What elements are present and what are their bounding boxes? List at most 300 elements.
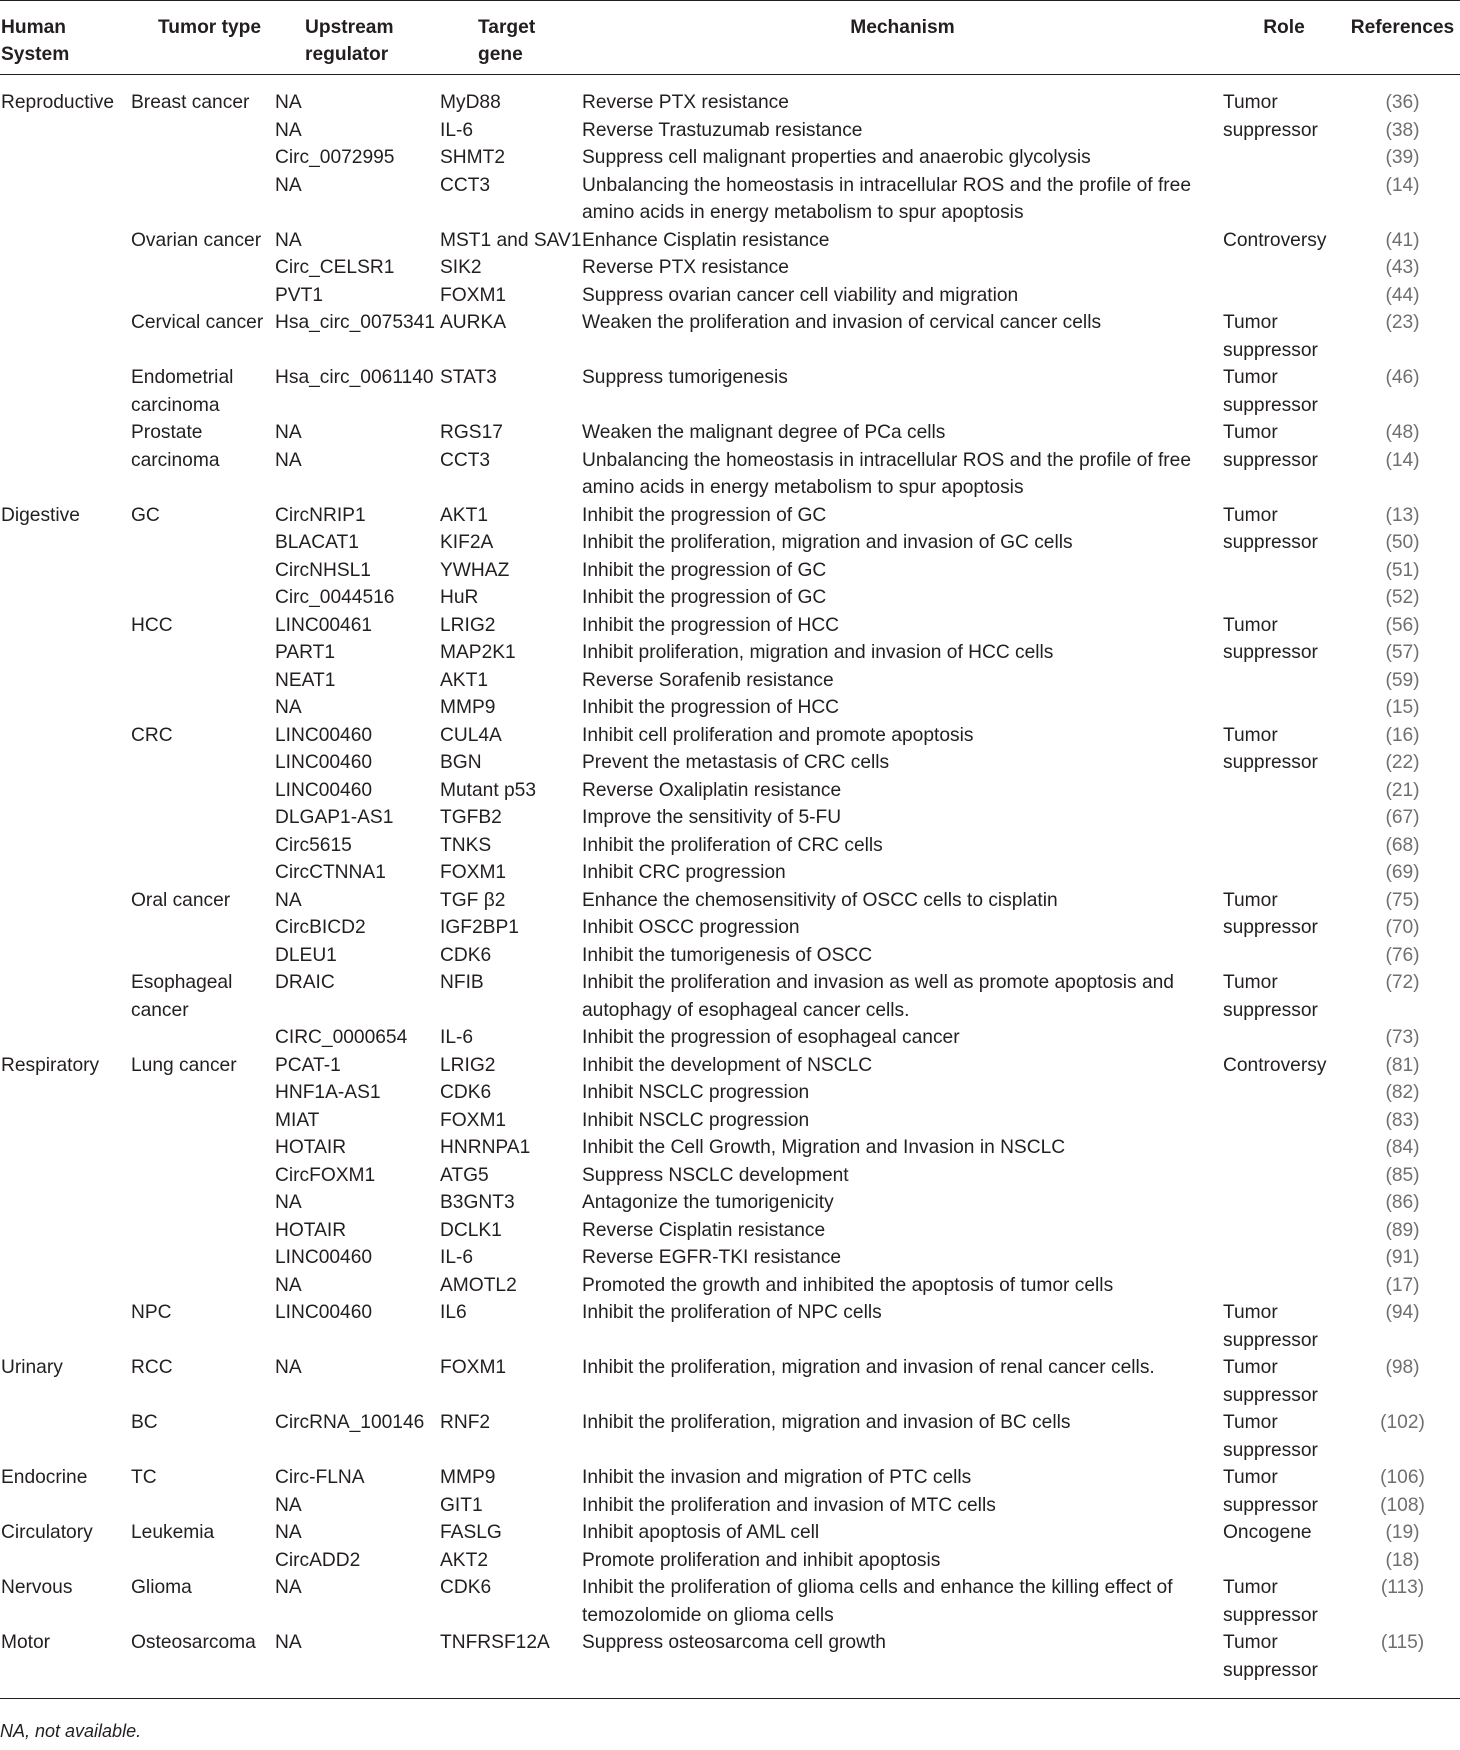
- cell-mechanism: Inhibit cell proliferation and promote apoptosis: [582, 724, 974, 746]
- table-row: [0, 364, 1460, 419]
- cell-human-system: [0, 694, 131, 722]
- cell-role: suppressor: [1223, 119, 1318, 141]
- table-row: [0, 914, 1460, 942]
- cell-role: [1223, 172, 1345, 227]
- cell-mechanism: Weaken the malignant degree of PCa cells: [582, 422, 946, 443]
- cell-tumor-type: [131, 777, 275, 805]
- cell-human-system: [0, 722, 131, 750]
- cell-upstream-regulator: NA: [275, 119, 302, 141]
- cell-target-gene: HNRNPA1: [440, 1137, 531, 1158]
- cell-tumor-type: [131, 694, 275, 722]
- cell-upstream-regulator: CircBICD2: [275, 917, 366, 938]
- table-row: [0, 144, 1460, 172]
- cell-role: Tumor: [1223, 92, 1278, 113]
- cell-mechanism: Enhance the chemosensitivity of OSCC cells to cisplatin: [582, 889, 1058, 911]
- cell-mechanism: Improve the sensitivity of 5-FU: [582, 807, 842, 828]
- cell-upstream-regulator: DLGAP1-AS1: [275, 807, 394, 828]
- cell-reference: (82): [1385, 1082, 1420, 1103]
- cell-mechanism: Reverse EGFR-TKI resistance: [582, 1247, 842, 1268]
- cell-reference: (75): [1385, 889, 1420, 911]
- cell-human-system: [0, 1409, 131, 1464]
- cell-role: Tumor: [1223, 422, 1278, 443]
- cell-tumor-type: GC: [131, 504, 160, 526]
- cell-tumor-type: [131, 1217, 275, 1245]
- cell-tumor-type: TC: [131, 1467, 157, 1488]
- cell-human-system: [0, 1299, 131, 1354]
- cell-reference: (102): [1380, 1412, 1425, 1433]
- cell-mechanism: Inhibit the proliferation of NPC cells: [582, 1302, 882, 1323]
- cell-mechanism: Inhibit the development of NSCLC: [582, 1054, 873, 1076]
- cell-upstream-regulator: CircFOXM1: [275, 1164, 376, 1186]
- cell-mechanism: Inhibit the progression of esophageal cancer: [582, 1027, 960, 1048]
- cell-human-system: [0, 1134, 131, 1162]
- cell-upstream-regulator: Hsa_circ_0075341: [275, 312, 436, 333]
- cell-role: Controversy: [1223, 229, 1327, 251]
- cell-role: [1223, 144, 1345, 172]
- cell-upstream-regulator: NA: [275, 92, 302, 113]
- cell-upstream-regulator: LINC00460: [275, 724, 373, 746]
- table-row: [0, 75, 1460, 117]
- cell-tumor-type: [131, 1134, 275, 1162]
- cell-tumor-type: [131, 1547, 275, 1575]
- table-row: [0, 282, 1460, 310]
- cell-tumor-type: Osteosarcoma: [131, 1629, 275, 1699]
- cell-human-system: Endocrine: [1, 1467, 88, 1488]
- table-row: [0, 227, 1460, 255]
- cell-target-gene: IGF2BP1: [440, 917, 519, 938]
- cell-human-system: [0, 804, 131, 832]
- cell-mechanism: Unbalancing the homeostasis in intracellular ROS and the profile of free amino acids in energy metabolism to spur apoptosis: [582, 174, 1192, 223]
- cell-target-gene: FASLG: [440, 1522, 502, 1543]
- cell-tumor-type: [131, 172, 275, 227]
- cell-reference: (19): [1385, 1522, 1420, 1543]
- cell-target-gene: YWHAZ: [440, 559, 510, 581]
- cell-upstream-regulator: NA: [275, 1192, 302, 1213]
- cell-role: [1223, 804, 1345, 832]
- cell-role: Controversy: [1223, 1054, 1327, 1076]
- table-row: [0, 1574, 1460, 1629]
- cell-role: [1223, 1244, 1345, 1272]
- cell-tumor-type: [131, 282, 275, 310]
- table-row: [0, 584, 1460, 612]
- cell-mechanism: Inhibit CRC progression: [582, 862, 786, 883]
- table-row: [0, 419, 1460, 447]
- cell-human-system: [0, 777, 131, 805]
- cell-reference: (13): [1385, 504, 1420, 526]
- cell-mechanism: Inhibit the proliferation, migration and invasion of BC cells: [582, 1412, 1071, 1433]
- cell-human-system: [0, 1272, 131, 1300]
- cell-reference: (73): [1385, 1027, 1420, 1048]
- cell-mechanism: Reverse PTX resistance: [582, 92, 789, 113]
- cell-role: [1223, 1217, 1345, 1245]
- cell-role: suppressor: [1223, 449, 1318, 471]
- cell-human-system: [0, 859, 131, 887]
- cell-mechanism: Inhibit the proliferation and invasion as well as promote apoptosis and autophagy of esophageal cancer cells.: [582, 972, 1174, 1021]
- cell-target-gene: TGF β2: [440, 889, 506, 911]
- cell-target-gene: MMP9: [440, 697, 496, 718]
- cell-target-gene: RNF2: [440, 1412, 491, 1433]
- cell-role: Tumor suppressor: [1223, 1629, 1345, 1699]
- cell-human-system: [0, 309, 131, 364]
- cell-tumor-type: [131, 254, 275, 282]
- table-row: [0, 309, 1460, 364]
- cell-reference: (15): [1385, 697, 1420, 718]
- cell-mechanism: Inhibit the progression of HCC: [582, 614, 840, 636]
- cell-mechanism: Inhibit OSCC progression: [582, 917, 800, 938]
- cell-tumor-type: [131, 1272, 275, 1300]
- cell-mechanism: Inhibit the progression of GC: [582, 587, 827, 608]
- cell-role: Tumor: [1223, 889, 1278, 911]
- table-row: [0, 942, 1460, 970]
- cell-human-system: [0, 1244, 131, 1272]
- cell-target-gene: AURKA: [440, 312, 507, 333]
- cell-target-gene: MAP2K1: [440, 642, 516, 663]
- table-row: [0, 1244, 1460, 1272]
- table-body: [0, 75, 1460, 1699]
- cell-reference: (89): [1385, 1219, 1420, 1241]
- table-row: [0, 1079, 1460, 1107]
- cell-human-system: [0, 144, 131, 172]
- cell-target-gene: AKT1: [440, 504, 488, 526]
- header-mechanism: Mechanism: [582, 1, 1223, 75]
- cell-human-system: [0, 1162, 131, 1190]
- cell-mechanism: Suppress cell malignant properties and anaerobic glycolysis: [582, 147, 1091, 168]
- cell-role: Tumor suppressor: [1223, 367, 1318, 416]
- cell-upstream-regulator: CIRC_0000654: [275, 1027, 408, 1048]
- header-tumor-type: Tumor type: [131, 1, 275, 75]
- cell-human-system: [0, 887, 131, 915]
- cell-human-system: [0, 557, 131, 585]
- cell-tumor-type: [131, 1492, 275, 1520]
- cell-role: Tumor suppressor: [1223, 1357, 1318, 1406]
- cell-reference: (21): [1385, 779, 1420, 801]
- table-row: [0, 749, 1460, 777]
- cell-human-system: Urinary: [1, 1357, 63, 1378]
- cell-human-system: [0, 1107, 131, 1135]
- cell-upstream-regulator: CircRNA_100146: [275, 1412, 425, 1433]
- cell-human-system: [0, 1547, 131, 1575]
- cell-upstream-regulator: LINC00461: [275, 614, 373, 636]
- cell-reference: (108): [1380, 1494, 1425, 1516]
- cell-upstream-regulator: CircNRIP1: [275, 504, 366, 526]
- table-row: [0, 1492, 1460, 1520]
- cell-reference: (22): [1385, 752, 1420, 773]
- cell-target-gene: IL-6: [440, 1247, 474, 1268]
- cell-upstream-regulator: Circ_0044516: [275, 587, 395, 608]
- cell-target-gene: HuR: [440, 587, 479, 608]
- cell-role: suppressor: [1223, 1494, 1318, 1516]
- cell-role: [1223, 1134, 1345, 1162]
- cell-target-gene: SIK2: [440, 257, 482, 278]
- cell-human-system: [0, 612, 131, 640]
- cell-role: [1223, 942, 1345, 970]
- cell-reference: (98): [1385, 1357, 1420, 1378]
- cell-upstream-regulator: NA: [275, 449, 302, 471]
- cell-target-gene: NFIB: [440, 972, 484, 993]
- table-header: [0, 1, 1460, 75]
- cell-reference: (94): [1385, 1302, 1420, 1323]
- cell-tumor-type: Oral cancer: [131, 889, 231, 911]
- table-row: [0, 694, 1460, 722]
- cell-tumor-type: Endometrial carcinoma: [131, 367, 234, 416]
- cell-mechanism: Inhibit the proliferation, migration and invasion of renal cancer cells.: [582, 1357, 1155, 1378]
- cell-upstream-regulator: CircNHSL1: [275, 559, 371, 581]
- cell-mechanism: Reverse Trastuzumab resistance: [582, 119, 863, 141]
- cell-target-gene: IL6: [440, 1302, 467, 1323]
- cell-upstream-regulator: LINC00460: [275, 752, 373, 773]
- cell-upstream-regulator: Circ_0072995: [275, 147, 395, 168]
- cell-role: Tumor suppressor: [1223, 1577, 1318, 1626]
- cell-reference: (57): [1385, 642, 1420, 663]
- cell-tumor-type: Prostate: [131, 422, 203, 443]
- cell-reference: (70): [1385, 917, 1420, 938]
- table-row: [0, 1299, 1460, 1354]
- cell-target-gene: CDK6: [440, 944, 492, 966]
- cell-reference: (85): [1385, 1164, 1420, 1186]
- cell-target-gene: SHMT2: [440, 147, 506, 168]
- cell-tumor-type: [131, 639, 275, 667]
- cell-mechanism: Reverse Oxaliplatin resistance: [582, 779, 842, 801]
- cell-tumor-type: [131, 529, 275, 557]
- cell-tumor-type: [131, 1079, 275, 1107]
- cell-reference: (72): [1385, 972, 1420, 993]
- cell-target-gene: CCT3: [440, 449, 491, 471]
- cell-upstream-regulator: Circ5615: [275, 834, 352, 856]
- cell-human-system: Nervous: [1, 1577, 73, 1598]
- cell-reference: (44): [1385, 284, 1420, 306]
- table-row: [0, 172, 1460, 227]
- cell-reference: (67): [1385, 807, 1420, 828]
- cell-reference: (51): [1385, 559, 1420, 581]
- cell-human-system: [0, 942, 131, 970]
- table-row: [0, 1464, 1460, 1492]
- cell-role: [1223, 694, 1345, 722]
- cell-tumor-type: [131, 804, 275, 832]
- table-row: [0, 1189, 1460, 1217]
- cell-human-system: [0, 529, 131, 557]
- cell-mechanism: Inhibit the progression of HCC: [582, 697, 840, 718]
- cell-target-gene: GIT1: [440, 1494, 483, 1516]
- cell-human-system: [0, 1217, 131, 1245]
- table-row: [0, 1629, 1460, 1699]
- cell-mechanism: Inhibit the proliferation and invasion of MTC cells: [582, 1494, 996, 1516]
- cell-role: [1223, 282, 1345, 310]
- table-row: [0, 1107, 1460, 1135]
- cell-role: suppressor: [1223, 752, 1318, 773]
- cell-tumor-type: Leukemia: [131, 1522, 215, 1543]
- cell-tumor-type: HCC: [131, 614, 173, 636]
- table-row: [0, 1409, 1460, 1464]
- table-row: [0, 969, 1460, 1024]
- cell-mechanism: Suppress osteosarcoma cell growth: [582, 1629, 1223, 1699]
- cell-reference: (39): [1385, 147, 1420, 168]
- cell-tumor-type: Esophageal cancer: [131, 972, 233, 1021]
- cell-tumor-type: [131, 1162, 275, 1190]
- cell-tumor-type: Lung cancer: [131, 1054, 237, 1076]
- cell-human-system: [0, 364, 131, 419]
- cell-tumor-type: Ovarian cancer: [131, 229, 262, 251]
- cell-reference: (52): [1385, 587, 1420, 608]
- table-row: [0, 1052, 1460, 1080]
- cell-upstream-regulator: BLACAT1: [275, 532, 359, 553]
- cell-mechanism: Promote proliferation and inhibit apoptosis: [582, 1549, 941, 1571]
- cell-human-system: [0, 749, 131, 777]
- cell-target-gene: CUL4A: [440, 724, 502, 746]
- cell-human-system: [0, 419, 131, 447]
- cell-role: Tumor suppressor: [1223, 972, 1318, 1021]
- cell-reference: (23): [1385, 312, 1420, 333]
- header-human-system: Human System: [0, 1, 131, 75]
- cell-upstream-regulator: PVT1: [275, 284, 323, 306]
- cell-upstream-regulator: LINC00460: [275, 779, 373, 801]
- cell-human-system: [0, 1024, 131, 1052]
- cell-mechanism: Inhibit the proliferation of CRC cells: [582, 834, 883, 856]
- cell-human-system: [0, 832, 131, 860]
- cell-target-gene: TGFB2: [440, 807, 502, 828]
- cell-human-system: [0, 282, 131, 310]
- table-row: [0, 777, 1460, 805]
- cell-mechanism: Inhibit the proliferation of glioma cells and enhance the killing effect of temozolomide on glioma cells: [582, 1577, 1173, 1626]
- cell-upstream-regulator: CircADD2: [275, 1549, 361, 1571]
- cell-human-system: [0, 914, 131, 942]
- header-upstream-regulator: Upstream regulator: [275, 1, 440, 75]
- cell-reference: (41): [1385, 229, 1420, 251]
- cell-role: [1223, 667, 1345, 695]
- cell-target-gene: CDK6: [440, 1577, 492, 1598]
- cell-target-gene: RGS17: [440, 422, 503, 443]
- cell-human-system: Respiratory: [1, 1054, 100, 1076]
- cell-upstream-regulator: DLEU1: [275, 944, 337, 966]
- cell-role: [1223, 1547, 1345, 1575]
- cell-tumor-type: [131, 942, 275, 970]
- table-row: [0, 1354, 1460, 1409]
- cell-reference: (69): [1385, 862, 1420, 883]
- cell-role: [1223, 859, 1345, 887]
- cell-human-system: [0, 584, 131, 612]
- cell-mechanism: Antagonize the tumorigenicity: [582, 1192, 834, 1213]
- cell-reference: (68): [1385, 834, 1420, 856]
- cell-target-gene: CDK6: [440, 1082, 492, 1103]
- cell-mechanism: Prevent the metastasis of CRC cells: [582, 752, 890, 773]
- cell-reference: (48): [1385, 422, 1420, 443]
- cell-reference: (59): [1385, 669, 1420, 691]
- cell-tumor-type: [131, 117, 275, 145]
- cell-tumor-type: [131, 144, 275, 172]
- table-row: [0, 1272, 1460, 1300]
- cell-human-system: [0, 1492, 131, 1520]
- cell-mechanism: Reverse Cisplatin resistance: [582, 1219, 826, 1241]
- cell-reference: (18): [1385, 1549, 1420, 1571]
- cell-target-gene: DCLK1: [440, 1219, 502, 1241]
- cell-role: [1223, 557, 1345, 585]
- table-row: [0, 254, 1460, 282]
- cell-mechanism: Inhibit the progression of GC: [582, 559, 827, 581]
- cell-tumor-type: Breast cancer: [131, 92, 250, 113]
- cell-upstream-regulator: NA: [275, 229, 302, 251]
- cell-human-system: [0, 1079, 131, 1107]
- cell-role: [1223, 1024, 1345, 1052]
- cell-human-system: [0, 254, 131, 282]
- cell-upstream-regulator: LINC00460: [275, 1302, 373, 1323]
- cell-target-gene: MMP9: [440, 1467, 496, 1488]
- cell-upstream-regulator: PCAT-1: [275, 1054, 341, 1076]
- cell-upstream-regulator: NA: [275, 697, 302, 718]
- cell-reference: (84): [1385, 1137, 1420, 1158]
- cell-role: [1223, 1079, 1345, 1107]
- cell-role: Tumor: [1223, 614, 1278, 636]
- cell-mechanism: Inhibit the invasion and migration of PTC cells: [582, 1467, 972, 1488]
- cell-target-gene: FOXM1: [440, 1357, 507, 1378]
- cell-target-gene: CCT3: [440, 174, 491, 196]
- cell-role: [1223, 1162, 1345, 1190]
- cell-upstream-regulator: Hsa_circ_0061140: [275, 367, 434, 388]
- cell-reference: (16): [1385, 724, 1420, 746]
- table-row: [0, 887, 1460, 915]
- cell-target-gene: ATG5: [440, 1164, 489, 1186]
- cell-target-gene: Mutant p53: [440, 779, 537, 801]
- cell-upstream-regulator: NA: [275, 1577, 302, 1598]
- cell-role: Tumor suppressor: [1223, 1302, 1318, 1351]
- cell-role: [1223, 1107, 1345, 1135]
- cell-upstream-regulator: NA: [275, 1357, 302, 1378]
- cell-human-system: [0, 447, 131, 502]
- cell-role: suppressor: [1223, 917, 1318, 938]
- cell-mechanism: Suppress ovarian cancer cell viability and migration: [582, 284, 1019, 306]
- cell-upstream-regulator: NA: [275, 1274, 302, 1296]
- cell-mechanism: Reverse Sorafenib resistance: [582, 669, 834, 691]
- cell-reference: (86): [1385, 1192, 1420, 1213]
- header-target-gene: Target gene: [440, 1, 582, 75]
- cell-tumor-type: [131, 667, 275, 695]
- cell-upstream-regulator: NA: [275, 1522, 302, 1543]
- cell-upstream-regulator: PART1: [275, 642, 336, 663]
- cell-target-gene: IL-6: [440, 1027, 474, 1048]
- cell-target-gene: FOXM1: [440, 862, 507, 883]
- cell-reference: (56): [1385, 614, 1420, 636]
- cell-role: [1223, 777, 1345, 805]
- table-row: [0, 1217, 1460, 1245]
- cell-target-gene: AKT1: [440, 669, 488, 691]
- cell-human-system: [0, 969, 131, 1024]
- cell-mechanism: Enhance Cisplatin resistance: [582, 229, 830, 251]
- cell-human-system: [0, 1189, 131, 1217]
- cell-tumor-type: RCC: [131, 1357, 173, 1378]
- cell-target-gene: LRIG2: [440, 614, 496, 636]
- cell-upstream-regulator: HOTAIR: [275, 1219, 347, 1241]
- cell-upstream-regulator: CircCTNNA1: [275, 862, 386, 883]
- cell-mechanism: Suppress tumorigenesis: [582, 367, 788, 388]
- table-row: [0, 804, 1460, 832]
- table-row: [0, 1134, 1460, 1162]
- cell-target-gene: TNKS: [440, 834, 492, 856]
- cell-tumor-type: [131, 749, 275, 777]
- cell-upstream-regulator: MIAT: [275, 1109, 320, 1131]
- cell-target-gene: TNFRSF12A: [440, 1629, 582, 1699]
- cell-mechanism: Inhibit apoptosis of AML cell: [582, 1522, 820, 1543]
- cell-reference: (113): [1380, 1577, 1425, 1598]
- cell-human-system: [0, 117, 131, 145]
- cell-upstream-regulator: HOTAIR: [275, 1137, 347, 1158]
- cell-target-gene: MyD88: [440, 92, 501, 113]
- cell-upstream-regulator: NA: [275, 174, 302, 196]
- cell-tumor-type: [131, 557, 275, 585]
- cell-tumor-type: [131, 584, 275, 612]
- table-row: [0, 117, 1460, 145]
- cell-tumor-type: Glioma: [131, 1577, 192, 1598]
- cell-reference: (83): [1385, 1109, 1420, 1131]
- cell-role: [1223, 584, 1345, 612]
- cell-reference: (106): [1380, 1467, 1425, 1488]
